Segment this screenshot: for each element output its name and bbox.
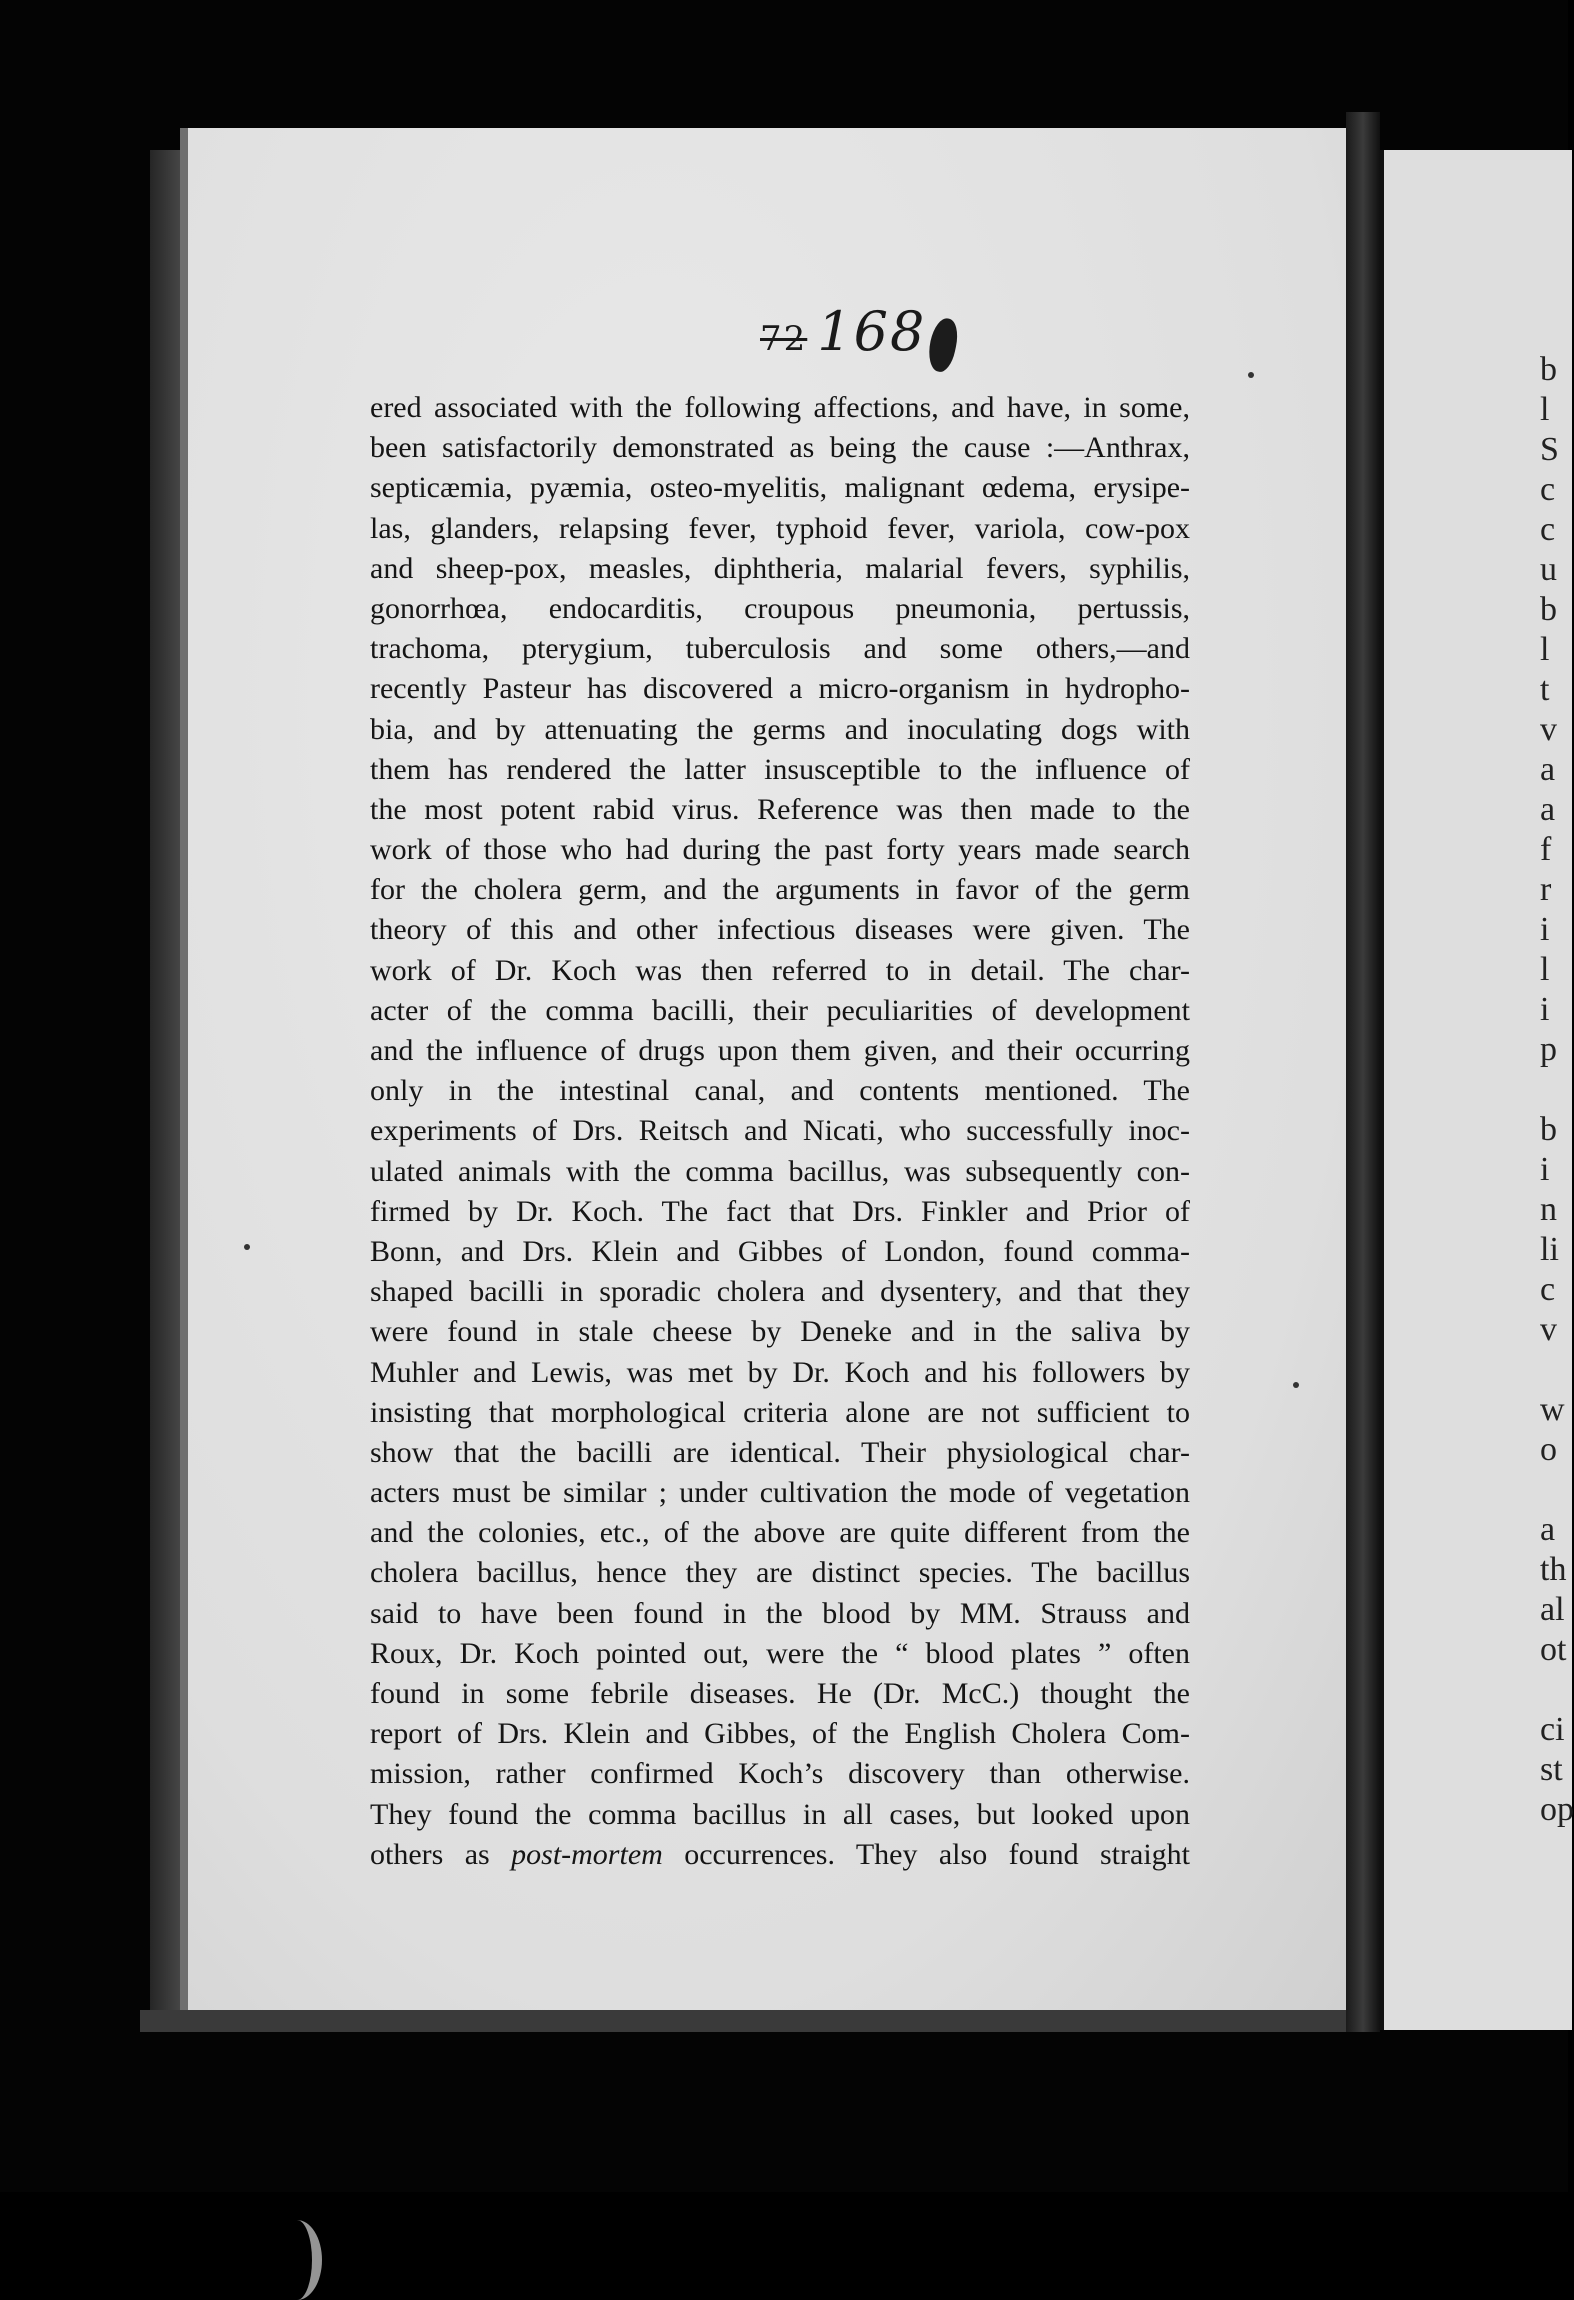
facing-letter: i: [1540, 991, 1550, 1028]
text-line: for the cholera germ, and the arguments in favor of the germ: [370, 873, 1190, 907]
text-line: ered associated with the following affections, and have, in some,: [370, 391, 1190, 424]
text-line: work of Dr. Koch was then referred to in detail. The char-: [370, 953, 1190, 987]
text-line: mission, rather confirmed Koch’s discovery than otherwise.: [370, 1757, 1190, 1791]
text-line: bia, and by attenuating the germs and inoculating dogs with: [370, 712, 1190, 746]
facing-letter: i: [1540, 911, 1550, 948]
facing-letter: al: [1540, 1591, 1565, 1628]
text-line: gonorrhœa, endocarditis, croupous pneumonia, pertussis,: [370, 591, 1190, 625]
text-line: Roux, Dr. Koch pointed out, were the “ blood plates ” often: [370, 1636, 1190, 1670]
facing-letter: op: [1540, 1791, 1574, 1828]
text-line: trachoma, pterygium, tuberculosis and some others,—and: [370, 632, 1190, 666]
speck: [244, 1244, 250, 1250]
facing-letter: [1540, 1350, 1568, 1390]
facing-letter: S: [1540, 431, 1559, 468]
italic-term: post-mortem: [511, 1837, 663, 1871]
facing-letter: a: [1540, 1511, 1556, 1548]
text-line: show that the bacilli are identical. Their physiological char-: [370, 1435, 1190, 1469]
facing-letter: l: [1540, 391, 1550, 428]
speck: [1293, 1382, 1299, 1388]
text-line: work of those who had during the past forty years made search: [370, 833, 1190, 867]
text-line: said to have been found in the blood by MM. Strauss and: [370, 1596, 1190, 1630]
facing-letter: u: [1540, 551, 1557, 588]
text-line: experiments of Drs. Reitsch and Nicati, who successfully inoc-: [370, 1114, 1190, 1148]
page-edge-shadow: [150, 150, 184, 2020]
facing-letter: b: [1540, 351, 1557, 388]
text-line: found in some febrile diseases. He (Dr. McC.) thought the: [370, 1677, 1190, 1710]
facing-letter: [1540, 1070, 1568, 1110]
text-line: report of Drs. Klein and Gibbes, of the English Cholera Com-: [370, 1717, 1190, 1751]
text-line: been satisfactorily demonstrated as being the cause :—Anthrax,: [370, 431, 1190, 465]
text-line: and sheep-pox, measles, diphtheria, malarial fevers, syphilis,: [370, 551, 1190, 585]
text-line: acter of the comma bacilli, their peculiarities of development: [370, 993, 1190, 1027]
text-line: firmed by Dr. Koch. The fact that Drs. Finkler and Prior of: [370, 1194, 1190, 1228]
text-line: theory of this and other infectious diseases were given. The: [370, 913, 1190, 947]
facing-letter: li: [1540, 1231, 1559, 1268]
facing-letter: p: [1540, 1031, 1557, 1068]
facing-letter: r: [1540, 871, 1552, 908]
facing-letter: f: [1540, 831, 1552, 868]
text-line: Bonn, and Drs. Klein and Gibbes of London, found comma-: [370, 1234, 1190, 1268]
facing-letter: i: [1540, 1151, 1550, 1188]
facing-letter: ot: [1540, 1631, 1567, 1668]
facing-letter: b: [1540, 1111, 1557, 1148]
handwritten-page-number: [760, 300, 926, 363]
facing-letter: c: [1540, 1271, 1556, 1308]
text-line: las, glanders, relapsing fever, typhoid fever, variola, cow-pox: [370, 511, 1190, 545]
text-line: recently Pasteur has discovered a micro-organism in hydropho-: [370, 672, 1190, 706]
text-line: ulated animals with the comma bacillus, was subsequently con-: [370, 1154, 1190, 1188]
facing-letter: c: [1540, 511, 1556, 548]
facing-letter: l: [1540, 951, 1550, 988]
facing-letter: ci: [1540, 1711, 1565, 1748]
facing-letter: t: [1540, 671, 1550, 708]
facing-letter: c: [1540, 471, 1556, 508]
page-bottom-edge: [140, 2010, 1370, 2032]
text-line: They found the comma bacillus in all cases, but looked upon: [370, 1797, 1190, 1831]
text-line: the most potent rabid virus. Reference was then made to the: [370, 792, 1190, 826]
speck: [1248, 372, 1254, 378]
facing-letter: st: [1540, 1751, 1563, 1788]
facing-letter: b: [1540, 591, 1557, 628]
facing-letter: w: [1540, 1391, 1565, 1428]
text-line: them has rendered the latter insusceptible to the influence of: [370, 752, 1190, 786]
text-line: and the colonies, etc., of the above are quite different from the: [370, 1516, 1190, 1550]
text-line: insisting that morphological criteria alone are not sufficient to: [370, 1395, 1190, 1429]
text-line: were found in stale cheese by Deneke and in the saliva by: [370, 1315, 1190, 1349]
facing-letter: [1540, 1470, 1568, 1510]
book-gutter: [1346, 112, 1380, 2032]
pencil-mark: [272, 2220, 322, 2300]
body-text: [370, 388, 1190, 1875]
facing-page-letters: [1540, 350, 1574, 1830]
struck-folio: 72: [760, 319, 808, 359]
facing-letter: l: [1540, 631, 1550, 668]
text-line: shaped bacilli in sporadic cholera and dysentery, and that they: [370, 1275, 1190, 1309]
text-line: only in the intestinal canal, and contents mentioned. The: [370, 1074, 1190, 1108]
text-line: Muhler and Lewis, was met by Dr. Koch and his followers by: [370, 1355, 1190, 1389]
text-line: acters must be similar ; under cultivation the mode of vegetation: [370, 1476, 1190, 1510]
facing-letter: v: [1540, 1311, 1557, 1348]
text-line: and the influence of drugs upon them given, and their occurring: [370, 1034, 1190, 1067]
facing-letter: [1540, 1670, 1568, 1710]
facing-letter: th: [1540, 1551, 1567, 1588]
text-line: cholera bacillus, hence they are distinct species. The bacillus: [370, 1556, 1190, 1590]
facing-letter: a: [1540, 751, 1556, 788]
facing-letter: v: [1540, 711, 1557, 748]
facing-letter: a: [1540, 791, 1556, 828]
facing-letter: o: [1540, 1431, 1557, 1468]
text-line: others as post-mortem occurrences. They also found straight: [370, 1837, 1190, 1871]
folio-number: 168: [817, 300, 927, 363]
text-line: septicæmia, pyæmia, osteo-myelitis, malignant œdema, erysipe-: [370, 471, 1190, 505]
facing-letter: n: [1540, 1191, 1557, 1228]
